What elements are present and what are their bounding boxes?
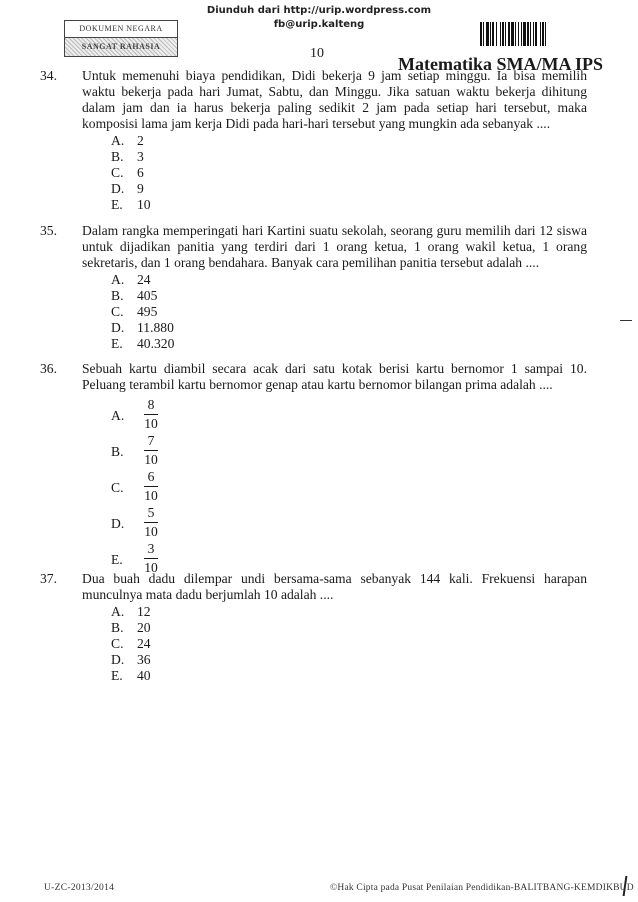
option-letter: D. [111, 320, 125, 335]
option-text: 495 [137, 304, 158, 319]
option-c[interactable] [111, 304, 587, 320]
option-letter: A. [111, 272, 125, 287]
facebook-handle: fb@urip.kalteng [273, 19, 365, 30]
option-letter: B. [111, 444, 124, 459]
question-line: untuk dijadikan panitia yang terdiri dari 1 orang ketua, 1 orang wakil ketua, 1 orang [82, 239, 587, 254]
option-letter: B. [111, 620, 124, 635]
option-letter: B. [111, 288, 124, 303]
question-37 [40, 571, 587, 684]
option-letter: E. [111, 336, 123, 351]
question-text [82, 361, 587, 393]
question-line: Sebuah kartu diambil secara acak dari satu kotak berisi kartu bernomor 1 sampai 10. [82, 361, 587, 376]
option-text: 10 [137, 197, 151, 212]
question-line: munculnya mata dadu berjumlah 10 adalah .... [82, 587, 334, 602]
question-line: waktu bekerja pada hari Jumat, Sabtu, dan Minggu. Jika satuan waktu bekerja dihitung [82, 84, 587, 99]
option-letter: C. [111, 480, 124, 495]
option-text: 40 [137, 668, 151, 683]
footer-code: U-ZC-2013/2014 [44, 883, 115, 893]
option-a[interactable] [111, 272, 587, 288]
question-line: Dalam rangka memperingati hari Kartini suatu sekolah, seorang guru memilih dari 12 siswa [82, 223, 587, 238]
option-text: 9 [137, 181, 144, 196]
answer-options [111, 133, 587, 213]
option-text: 3 [137, 149, 144, 164]
subject-title: Matematika SMA/MA IPS [398, 54, 603, 74]
fraction [143, 505, 159, 539]
question-36 [40, 361, 587, 577]
option-letter: E. [111, 197, 123, 212]
option-letter: E. [111, 668, 123, 683]
stamp-top: DOKUMEN NEGARA [65, 21, 177, 38]
option-letter: B. [111, 149, 124, 164]
download-source [0, 5, 638, 16]
option-letter: D. [111, 516, 125, 531]
option-b[interactable] [111, 149, 587, 165]
denominator: 10 [144, 452, 158, 467]
option-text: 2 [137, 133, 144, 148]
option-letter: A. [111, 133, 125, 148]
option-text: 36 [137, 652, 151, 667]
option-letter: C. [111, 636, 124, 651]
option-e[interactable] [111, 336, 587, 352]
fraction [143, 541, 159, 575]
option-text: 20 [137, 620, 151, 635]
fraction [143, 433, 159, 467]
question-line: dalam jam dan ia harus bekerja paling sedikit 2 jam pada setiap hari tersebut, maka [82, 100, 587, 115]
option-b[interactable] [111, 620, 587, 636]
option-e[interactable] [111, 197, 587, 213]
option-text: 24 [137, 636, 151, 651]
question-number: 37. [40, 571, 57, 586]
answer-options [111, 604, 587, 684]
question-text [82, 571, 587, 603]
option-letter: D. [111, 181, 125, 196]
option-letter: A. [111, 604, 125, 619]
fraction [143, 397, 159, 431]
question-number: 34. [40, 68, 57, 83]
option-c[interactable] [111, 469, 587, 505]
option-a[interactable] [111, 397, 587, 433]
option-letter: C. [111, 304, 124, 319]
option-text: 405 [137, 288, 158, 303]
option-e[interactable] [111, 668, 587, 684]
question-text [82, 68, 587, 132]
document-stamp [64, 20, 178, 57]
option-b[interactable] [111, 433, 587, 469]
option-letter: C. [111, 165, 124, 180]
fraction [143, 469, 159, 503]
denominator: 10 [144, 416, 158, 431]
answer-options [111, 272, 587, 352]
option-a[interactable] [111, 604, 587, 620]
source-link[interactable]: http://urip.wordpress.com [283, 5, 432, 16]
option-text: 24 [137, 272, 151, 287]
option-text: 12 [137, 604, 151, 619]
question-35 [40, 223, 587, 352]
option-d[interactable] [111, 320, 587, 336]
page-number: 10 [310, 46, 324, 61]
option-c[interactable] [111, 165, 587, 181]
answer-options [111, 397, 587, 577]
option-d[interactable] [111, 505, 587, 541]
option-letter: A. [111, 408, 125, 423]
option-d[interactable] [111, 181, 587, 197]
question-line: Peluang terambil kartu bernomor genap atau kartu bernomor bilangan prima adalah .... [82, 377, 553, 392]
question-number: 36. [40, 361, 57, 376]
numerator: 5 [147, 505, 155, 520]
question-line: Dua buah dadu dilempar undi bersama-sama sebanyak 144 kali. Frekuensi harapan [82, 571, 587, 586]
download-source-prefix: Diunduh dari [206, 5, 284, 16]
numerator: 6 [147, 469, 155, 484]
option-letter: D. [111, 652, 125, 667]
numerator: 7 [147, 433, 155, 448]
option-letter: E. [111, 552, 123, 567]
denominator: 10 [144, 560, 158, 575]
question-line: sekretaris, dan 1 orang bendahara. Banyak cara pemilihan panitia tersebut adalah .... [82, 255, 540, 270]
option-d[interactable] [111, 652, 587, 668]
stamp-bottom: SANGAT RAHASIA [65, 38, 177, 56]
option-b[interactable] [111, 288, 587, 304]
barcode-icon [480, 22, 588, 46]
numerator: 3 [147, 541, 155, 556]
margin-dash [620, 320, 632, 321]
denominator: 10 [144, 488, 158, 503]
question-34 [40, 68, 587, 213]
question-number: 35. [40, 223, 57, 238]
denominator: 10 [144, 524, 158, 539]
option-text: 6 [137, 165, 144, 180]
option-a[interactable] [111, 133, 587, 149]
option-text: 11.880 [137, 320, 174, 335]
option-c[interactable] [111, 636, 587, 652]
footer-copyright: ©Hak Cipta pada Pusat Penilaian Pendidikan-BALITBANG-KEMDIKBUD [330, 883, 634, 893]
option-text: 40.320 [137, 336, 175, 351]
question-line: komposisi lama jam kerja Didi pada hari-hari tersebut yang mungkin ada sebanyak .... [82, 116, 551, 131]
numerator: 8 [147, 397, 155, 412]
question-text [82, 223, 587, 271]
question-line: Untuk memenuhi biaya pendidikan, Didi bekerja 9 jam setiap minggu. Ia bisa memilih [82, 68, 587, 83]
